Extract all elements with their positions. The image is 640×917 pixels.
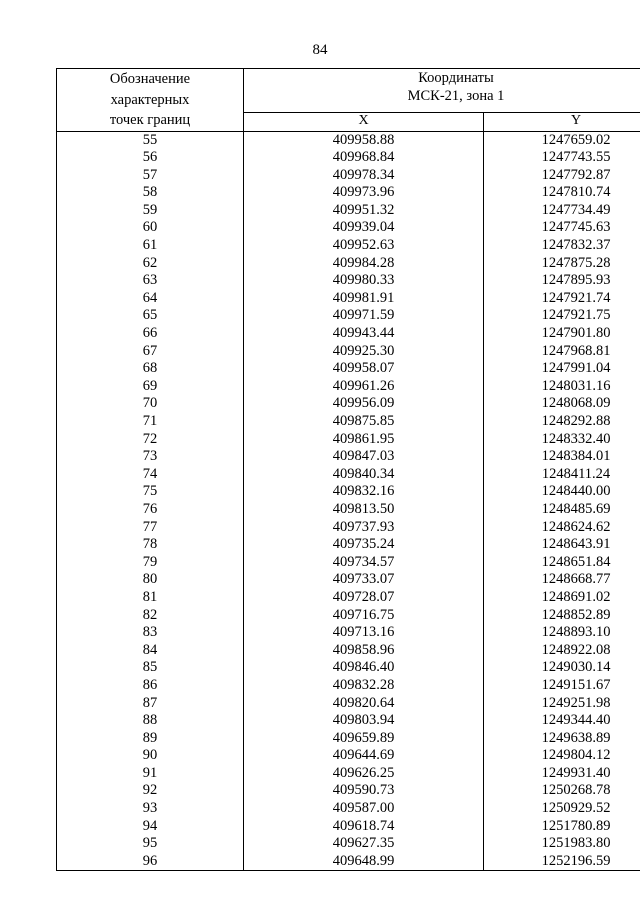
y-coordinate-cell: 1248332.40 (484, 431, 640, 449)
y-coordinate-cell: 1247734.49 (484, 202, 640, 220)
x-coordinate-cell: 409846.40 (244, 659, 484, 677)
x-coordinate-cell: 409618.74 (244, 818, 484, 836)
y-coordinate-cell: 1247745.63 (484, 219, 640, 237)
y-coordinate-cell: 1250268.78 (484, 782, 640, 800)
point-number-cell: 61 (57, 237, 244, 255)
point-number-cell: 74 (57, 466, 244, 484)
table-row (57, 431, 640, 449)
y-column-header: Y (484, 112, 640, 131)
y-coordinate-cell: 1248852.89 (484, 607, 640, 625)
x-coordinate-cell: 409939.04 (244, 219, 484, 237)
y-coordinate-cell: 1248440.00 (484, 483, 640, 501)
x-coordinate-cell: 409961.26 (244, 378, 484, 396)
x-coordinate-cell: 409627.35 (244, 835, 484, 853)
x-coordinate-cell: 409958.88 (244, 131, 484, 149)
y-coordinate-cell: 1249804.12 (484, 747, 640, 765)
point-number-cell: 71 (57, 413, 244, 431)
y-coordinate-cell: 1251983.80 (484, 835, 640, 853)
point-number-cell: 70 (57, 395, 244, 413)
y-coordinate-cell: 1248691.02 (484, 589, 640, 607)
y-coordinate-cell: 1248411.24 (484, 466, 640, 484)
table-row (57, 395, 640, 413)
y-coordinate-cell: 1247968.81 (484, 343, 640, 361)
x-coordinate-cell: 409978.34 (244, 167, 484, 185)
point-number-cell: 72 (57, 431, 244, 449)
x-coordinate-cell: 409813.50 (244, 501, 484, 519)
x-coordinate-cell: 409984.28 (244, 255, 484, 273)
x-coordinate-cell: 409626.25 (244, 765, 484, 783)
y-coordinate-cell: 1248485.69 (484, 501, 640, 519)
y-coordinate-cell: 1251780.89 (484, 818, 640, 836)
point-number-cell: 77 (57, 519, 244, 537)
x-coordinate-cell: 409587.00 (244, 800, 484, 818)
x-column-header: X (244, 112, 484, 131)
y-coordinate-cell: 1248651.84 (484, 554, 640, 572)
point-number-cell: 81 (57, 589, 244, 607)
point-number-cell: 73 (57, 448, 244, 466)
table-row (57, 149, 640, 167)
x-coordinate-cell: 409728.07 (244, 589, 484, 607)
y-coordinate-cell: 1248624.62 (484, 519, 640, 537)
table-row (57, 554, 640, 572)
point-number-cell: 78 (57, 536, 244, 554)
table-row (57, 765, 640, 783)
y-coordinate-cell: 1247895.93 (484, 272, 640, 290)
y-coordinate-cell: 1248384.01 (484, 448, 640, 466)
x-coordinate-cell: 409737.93 (244, 519, 484, 537)
designation-header (57, 69, 244, 132)
table-row (57, 131, 640, 149)
point-number-cell: 91 (57, 765, 244, 783)
x-coordinate-cell: 409973.96 (244, 184, 484, 202)
y-coordinate-cell: 1248668.77 (484, 571, 640, 589)
table-row (57, 448, 640, 466)
point-number-cell: 68 (57, 360, 244, 378)
coordinates-title: Координаты (418, 70, 494, 86)
x-coordinate-cell: 409644.69 (244, 747, 484, 765)
point-number-cell: 89 (57, 730, 244, 748)
x-coordinate-cell: 409803.94 (244, 712, 484, 730)
point-number-cell: 83 (57, 624, 244, 642)
y-coordinate-cell: 1247901.80 (484, 325, 640, 343)
coordinates-header (244, 69, 640, 113)
y-coordinate-cell: 1248068.09 (484, 395, 640, 413)
point-number-cell: 79 (57, 554, 244, 572)
y-coordinate-cell: 1248292.88 (484, 413, 640, 431)
point-number-cell: 94 (57, 818, 244, 836)
y-coordinate-cell: 1252196.59 (484, 853, 640, 871)
point-number-cell: 80 (57, 571, 244, 589)
table-row (57, 466, 640, 484)
table-row (57, 483, 640, 501)
table-row (57, 501, 640, 519)
table-row (57, 800, 640, 818)
table-row (57, 642, 640, 660)
coordinate-system: МСК-21, зона 1 (407, 88, 505, 104)
designation-header-line: точек границ (109, 112, 191, 128)
y-coordinate-cell: 1248922.08 (484, 642, 640, 660)
table-header (57, 69, 640, 132)
point-number-cell: 86 (57, 677, 244, 695)
table-row (57, 695, 640, 713)
point-number-cell: 56 (57, 149, 244, 167)
y-coordinate-cell: 1249638.89 (484, 730, 640, 748)
table-row (57, 255, 640, 273)
point-number-cell: 64 (57, 290, 244, 308)
x-coordinate-cell: 409734.57 (244, 554, 484, 572)
table-row (57, 184, 640, 202)
point-number-cell: 92 (57, 782, 244, 800)
x-coordinate-cell: 409713.16 (244, 624, 484, 642)
x-coordinate-cell: 409971.59 (244, 307, 484, 325)
table-body (57, 131, 640, 871)
point-number-cell: 87 (57, 695, 244, 713)
point-number-cell: 67 (57, 343, 244, 361)
y-coordinate-cell: 1247921.75 (484, 307, 640, 325)
table-row (57, 712, 640, 730)
table-row (57, 290, 640, 308)
table-row (57, 853, 640, 871)
point-number-cell: 88 (57, 712, 244, 730)
y-coordinate-cell: 1248893.10 (484, 624, 640, 642)
y-coordinate-cell: 1249251.98 (484, 695, 640, 713)
x-coordinate-cell: 409840.34 (244, 466, 484, 484)
table-row (57, 378, 640, 396)
x-coordinate-cell: 409735.24 (244, 536, 484, 554)
y-coordinate-cell: 1247991.04 (484, 360, 640, 378)
point-number-cell: 75 (57, 483, 244, 501)
x-coordinate-cell: 409951.32 (244, 202, 484, 220)
x-coordinate-cell: 409590.73 (244, 782, 484, 800)
y-coordinate-cell: 1247875.28 (484, 255, 640, 273)
point-number-cell: 84 (57, 642, 244, 660)
coordinates-table (56, 68, 640, 871)
table-row (57, 677, 640, 695)
y-coordinate-cell: 1249344.40 (484, 712, 640, 730)
table-row (57, 536, 640, 554)
point-number-cell: 66 (57, 325, 244, 343)
table-row (57, 607, 640, 625)
point-number-cell: 90 (57, 747, 244, 765)
y-coordinate-cell: 1247810.74 (484, 184, 640, 202)
point-number-cell: 65 (57, 307, 244, 325)
y-coordinate-cell: 1247832.37 (484, 237, 640, 255)
table-row (57, 818, 640, 836)
point-number-cell: 62 (57, 255, 244, 273)
x-coordinate-cell: 409832.28 (244, 677, 484, 695)
x-coordinate-cell: 409958.07 (244, 360, 484, 378)
x-coordinate-cell: 409956.09 (244, 395, 484, 413)
x-coordinate-cell: 409981.91 (244, 290, 484, 308)
y-coordinate-cell: 1249030.14 (484, 659, 640, 677)
x-coordinate-cell: 409847.03 (244, 448, 484, 466)
point-number-cell: 59 (57, 202, 244, 220)
table-row (57, 589, 640, 607)
x-coordinate-cell: 409875.85 (244, 413, 484, 431)
designation-header-line: Обозначение (109, 71, 191, 87)
table-row (57, 747, 640, 765)
table-row (57, 343, 640, 361)
y-coordinate-cell: 1247792.87 (484, 167, 640, 185)
y-coordinate-cell: 1247743.55 (484, 149, 640, 167)
table-row (57, 571, 640, 589)
point-number-cell: 55 (57, 131, 244, 149)
x-coordinate-cell: 409858.96 (244, 642, 484, 660)
point-number-cell: 60 (57, 219, 244, 237)
table-row (57, 272, 640, 290)
table-row (57, 202, 640, 220)
x-coordinate-cell: 409980.33 (244, 272, 484, 290)
page-number: 84 (312, 42, 328, 58)
point-number-cell: 57 (57, 167, 244, 185)
table-row (57, 360, 640, 378)
x-coordinate-cell: 409820.64 (244, 695, 484, 713)
designation-header-line: характерных (110, 91, 190, 108)
table-row (57, 325, 640, 343)
table-row (57, 413, 640, 431)
point-number-cell: 85 (57, 659, 244, 677)
point-number-cell: 95 (57, 835, 244, 853)
point-number-cell: 93 (57, 800, 244, 818)
point-number-cell: 96 (57, 853, 244, 871)
x-coordinate-cell: 409968.84 (244, 149, 484, 167)
point-number-cell: 63 (57, 272, 244, 290)
table-row (57, 659, 640, 677)
point-number-cell: 58 (57, 184, 244, 202)
table-row (57, 307, 640, 325)
x-coordinate-cell: 409943.44 (244, 325, 484, 343)
y-coordinate-cell: 1248643.91 (484, 536, 640, 554)
y-coordinate-cell: 1249931.40 (484, 765, 640, 783)
table-row (57, 835, 640, 853)
y-coordinate-cell: 1249151.67 (484, 677, 640, 695)
table-row (57, 624, 640, 642)
y-coordinate-cell: 1247921.74 (484, 290, 640, 308)
table-row (57, 782, 640, 800)
y-coordinate-cell: 1248031.16 (484, 378, 640, 396)
table-row (57, 167, 640, 185)
point-number-cell: 69 (57, 378, 244, 396)
table-row (57, 219, 640, 237)
y-coordinate-cell: 1250929.52 (484, 800, 640, 818)
x-coordinate-cell: 409952.63 (244, 237, 484, 255)
x-coordinate-cell: 409733.07 (244, 571, 484, 589)
table-row (57, 237, 640, 255)
x-coordinate-cell: 409659.89 (244, 730, 484, 748)
table-row (57, 730, 640, 748)
point-number-cell: 82 (57, 607, 244, 625)
x-coordinate-cell: 409648.99 (244, 853, 484, 871)
y-coordinate-cell: 1247659.02 (484, 131, 640, 149)
table-row (57, 519, 640, 537)
point-number-cell: 76 (57, 501, 244, 519)
x-coordinate-cell: 409716.75 (244, 607, 484, 625)
x-coordinate-cell: 409861.95 (244, 431, 484, 449)
x-coordinate-cell: 409832.16 (244, 483, 484, 501)
x-coordinate-cell: 409925.30 (244, 343, 484, 361)
